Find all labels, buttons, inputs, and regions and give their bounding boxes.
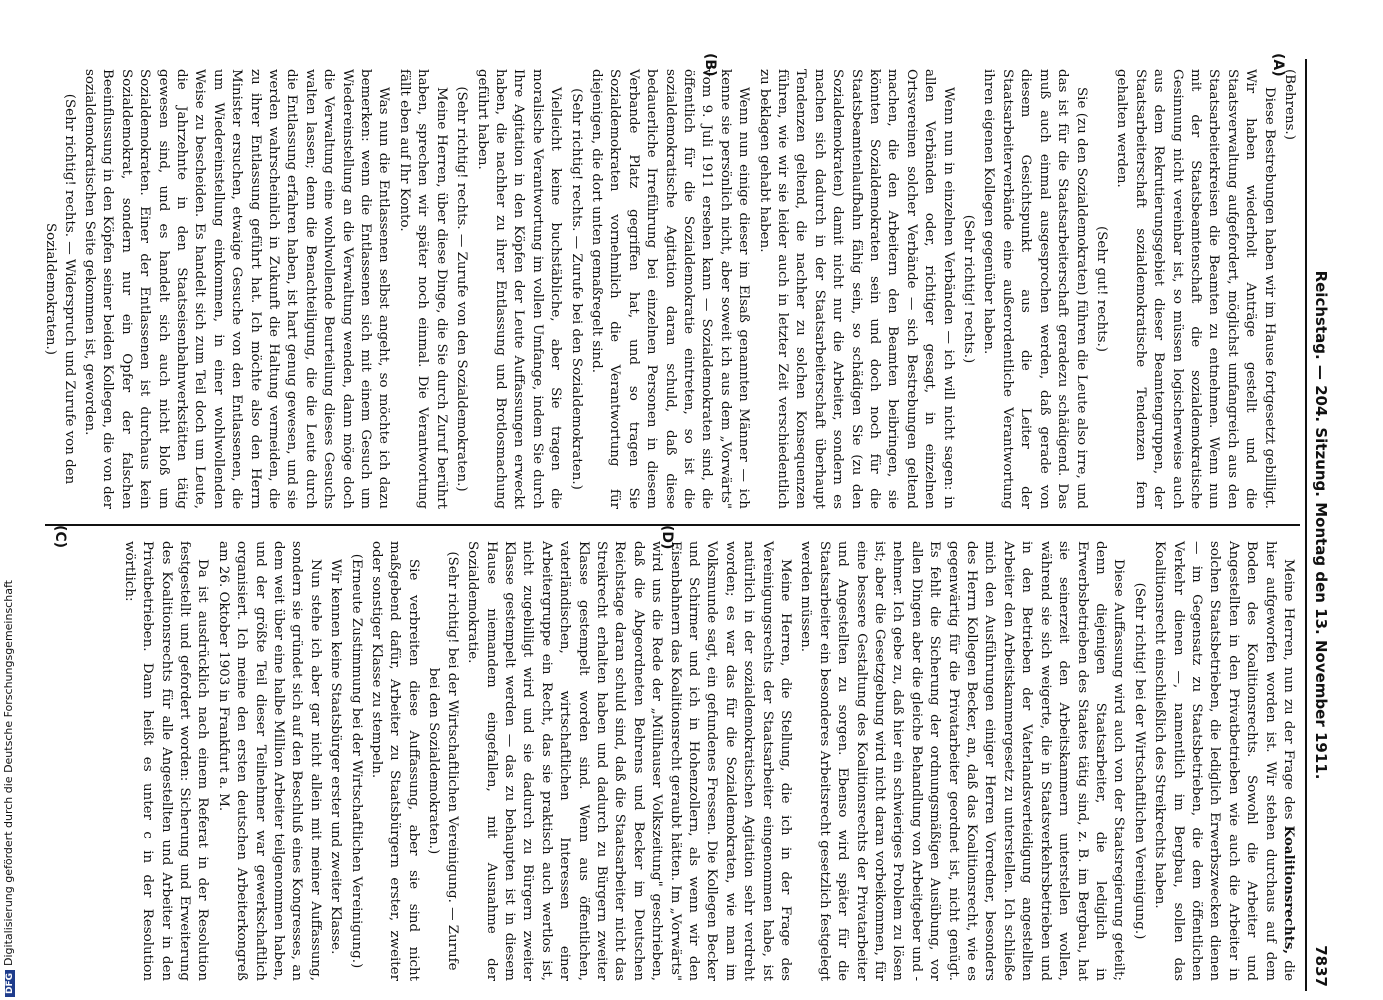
margin-marker-b: (B)	[702, 53, 718, 77]
speaker-label: (Behrens.)	[1282, 69, 1297, 140]
paragraph: Wenn nun einige dieser im Elsaß genannten Männer — ich kenne sie persönlich nicht, aber soweit ich aus dem „Vorwärts" vom 9. Juli 1911 ersehen kann — Sozialdemokraten sind, die öffentlich für die Sozialdemokratie eintreten, so ist die sozialdemokratische Agitation daran schuld, daß diese bedauerliche Irreführung bei einzelnen Personen in diesem Verbande Platz gegriffen hat, und so tragen Sie Sozialdemokraten vornehmlich die Verantwortung für diejenigen, die dort unten gemaßregelt sind.	[588, 69, 752, 509]
header-rule	[1305, 59, 1307, 991]
interjection: (Sehr gut! rechts.)	[1093, 225, 1109, 352]
paragraph: Wenn nun in einzelnen Verbänden — ich will nicht sagen: in allen Verbänden oder, richtiger gesagt, in einzelnen Ortsvereinen solcher Verbände — sich Bestrebungen geltend machen, die den Arbeitern den Beamten beibringen, sie könnten Sozialdemokraten sein und doch noch für die Staatsbeamtenlaufbahn fähig sein, so schädigen Sie (zu den Sozialdemokraten) damit nicht nur die Arbeiter, sondern es machen sich dadurch in der Staatsarbeiterschaft überhaupt Tendenzen geltend, die nachher zu solchen Konsequenzen führen, wie wir sie leider auch in letzter Zeit verschiedentlich zu beklagen gehabt haben.	[756, 69, 956, 509]
interjection: (Sehr richtig! rechts. — Zurufe bei den Sozialdemokraten.)	[568, 88, 584, 490]
page-header	[1308, 63, 1330, 987]
margin-marker-c: (C)	[52, 525, 68, 549]
right-column	[117, 541, 1298, 981]
paragraph: Diese Bestrebungen haben wir im Hause fortgesetzt gebilligt. Wir haben wiederholt Anträge gestellt und die Staatsverwaltung aufgefordert, möglichst umfangreich aus den Staatsarbeiterkreisen die Beamten zu entnehmen. Wenn nun mit der Staatsbeamtenschaft die sozialdemokratische Gesinnung nicht vereinbar ist, so müssen logischerweise auch aus dem Rekrutierungsgebiet dieser Beamtengruppen, der Staatsarbeiterschaft sozialdemokratische Tendenzen fern gehalten werden.	[1114, 69, 1277, 509]
paragraph: Vielleicht keine buchstäbliche, aber Sie tragen die moralische Verantwortung im vollen Umfange, indem Sie durch Ihre Agitation in den Köpfen der Leute Auffassungen erweckt haben, die nachher zu ihrer Entlassung und Brotlosmachung geführt haben.	[474, 69, 564, 509]
paragraph: Diese Auffassung wird auch von der Staatsregierung geteilt; denn diejenigen Staatsarbeiter, die lediglich in Erwerbsbetrieben des Staates tätig sind, z. B. im Bergbau, hat sie seinerzeit den Arbeitskammern unterstellen wollen, während sie sich weigerte, die in Staatsverkehrsbetrieben und in den Betrieben der Vaterlandsverteidigung angestellten Arbeiter den Arbeitskammergesetz zu unterstellen. Ich schließe mich den Ausführungen einiger Herren Vorredner, besonders des Herrn Kollegen Becker, an, daß das Koalitionsrecht, wie es gegenwärtig für die Privatarbeiter geordnet ist, nicht genügt. Es fehlt die Sicherung der ordnungsmäßigen Ausübung, vor allen Dingen aber die gleiche Behandlung von Arbeitgeber und -nehmer. Ich gebe zu, daß hier ein schwieriges Problem zu lösen ist; aber die Gesetzgebung wird nicht daran vorbeikommen, für eine bessere Gestaltung des Koalitionsrechts der Privatarbeiter und Angestellten zu sorgen. Ebenso wird später für die Staatsarbeiter ein besonderes Arbeitsrecht gesetzlich festgelegt werden müssen.	[798, 541, 1127, 981]
paragraph: Da ist ausdrücklich nach einem Referat in der Resolution festgestellt und gefordert worden: Sicherung und Erweiterung des Koalitionsrechts für alle Angestellten und Arbeiter in den Privatbetrieben. Dann heißt es unter c in der Resolution wörtlich:	[121, 541, 211, 981]
interjection: (Sehr richtig! rechts. — Zurufe von den Sozialdemokraten.)	[454, 86, 470, 492]
document-page	[30, 55, 1330, 995]
paragraph: Sie (zu den Sozialdemokraten) führen die Leute also irre, und das ist für die Staatsarbeiterschaft geradezu schädigend. Das muß auch einmal ausgesprochen werden, daß gerade von diesem Gesichtspunkt aus die Leiter der Staatsarbeiterverbände eine außerordentliche Verantwortung ihren eigenen Kollegen gegenüber haben.	[981, 69, 1089, 509]
interjection: (Sehr richtig! bei der Wirtschaftlichen Vereinigung. — Zurufe bei den Sozialdemokraten.)	[426, 551, 460, 971]
credit-text: Digitalisierung gefördert durch die Deutsche Forschungsgemeinschaft	[2, 580, 15, 966]
dfg-logo: DFG	[5, 970, 15, 997]
left-column	[39, 69, 1298, 509]
running-title: Reichstag. — 204. Sitzung. Montag den 13. November 1911.	[1312, 270, 1330, 780]
interjection: (Sehr richtig! rechts. — Widerspruch und Zurufe von den Sozialdemokraten.)	[43, 93, 77, 485]
paragraph: Meine Herren, die Stellung, die ich in der Frage des Vereinigungsrechts der Staatsarbeiter eingenommen habe, ist natürlich in der sozialdemokratischen Agitation sehr verdreht worden; es war das für die Sozialdemokraten, wie man im Volksmunde sagt, ein gefundenes Fressen. Die Kollegen Becker und Schirmer und ich in Hohenzollern, als wenn wir den Eisenbahnern das Koalitionsrecht geraubt hätten. Im „Vorwärts" wird uns die Rede der „Mülhauser Volkszeitung" geschrieben, daß die Abgeordneten Behrens und Becker im Deutschen Reichstage daran schuld sind, daß die Staatsarbeiter nicht das Streikrecht erhalten haben und dadurch zu Bürgern zweiter Klasse gestempelt worden sind. Wenn aus öffentlichen, vaterländischen, wirtschaftlichen Interessen einer Arbeitergruppe ein Recht, das sie praktisch auch wertlos ist, nicht zugebilligt wird und sie dadurch zu Bürgern zweiter Klasse gestempelt werden — das zu behaupten ist in diesem Hause niemandem eingefallen, mit Ausnahme der Sozialdemokratie.	[465, 541, 794, 981]
margin-marker-a: (A)	[1270, 53, 1286, 77]
paragraph: Wir kennen keine Staatsbürger erster und zweiter Klasse.	[328, 559, 344, 955]
interjection: (Sehr richtig! rechts.)	[961, 214, 977, 364]
paragraph: Meine Herren, nun zu der Frage des Koalitionsrechts, die hier aufgeworfen worden ist. Wir stehen durchaus auf dem Boden des Koalitionsrechts. Sowohl die Arbeiter und Angestellten in den Privatbetrieben wie auch die Arbeiter in solchen Staatsbetrieben, die lediglich Erwerbszwecken dienen — im Gegensatz zu Staatsbetrieben, die dem öffentlichen Verkehr dienen —, namentlich im Bergbau, sollen das Koalitionsrecht einschließlich des Streikrechts haben.	[1152, 541, 1297, 981]
interjection: (Sehr richtig! bei der Wirtschaftlichen Vereinigung.)	[1131, 582, 1147, 940]
interjection: (Erneute Zustimmung bei der Wirtschaftlichen Vereinigung.)	[348, 553, 364, 969]
margin-marker-d: (D)	[659, 525, 675, 550]
paragraph: Was nun die Entlassenen selbst angeht, so möchte ich dazu bemerken: wenn die Entlassenen sich mit einem Gesuch um Wiedereinstellung an die Verwaltung wenden, dann möge doch die Verwaltung eine wohlwollende Beurteilung dieses Gesuchs walten lassen; denn die Benachteiligung, die die Leute durch die Entlassung erfahren haben, ist hart genug gewesen, und sie werden wahrscheinlich in Zukunft die Haltung vermeiden, die zu ihrer Entlassung geführt hat. Ich möchte also den Herrn Minister ersuchen, etwaige Gesuche von den Entlassenen, die um Wiedereinstellung einkommen, in einer wohlwollenden Weise zu bescheiden. Es handelt sich zum Teil doch um Leute, die Jahrzehnte in den Staatseisenbahnwerkstätten tätig gewesen sind, und es handelt sich auch nicht bloß um Sozialdemokraten. Einer der Entlassenen ist durchaus kein Sozialdemokrat, sondern nur ein Opfer der falschen Beeinflussung in den Köpfen seiner beiden Kollegen, die von der sozialdemokratischen Seite gekommen ist, geworden.	[82, 69, 392, 509]
paragraph: Nun stehe ich aber gar nicht allein mit meiner Auffassung, sondern sie gründet sich auf den Beschluß eines Kongresses, an dem weit über eine halbe Million Arbeiter teilgenommen haben, und der größte Teil dieser Teilnehmer war gewerkschaftlich organisiert. Ich meine den ersten deutschen Arbeiterkongreß am 26. Oktober 1903 in Frankfurt a. M.	[215, 541, 323, 981]
paragraph: Sie verbreiten diese Auffassung, aber sie sind nicht maßgebend dafür, Arbeiter zu Staatsbürgern erster, zweiter oder sonstiger Klasse zu stempeln.	[369, 541, 421, 981]
page-number: 7837	[1312, 945, 1330, 987]
paragraph: Meine Herren, über diese Dinge, die Sie durch Zuruf berührt haben, sprechen wir später noch einmal. Die Verantwortung fällt eben auf Ihr Konto.	[396, 69, 449, 509]
